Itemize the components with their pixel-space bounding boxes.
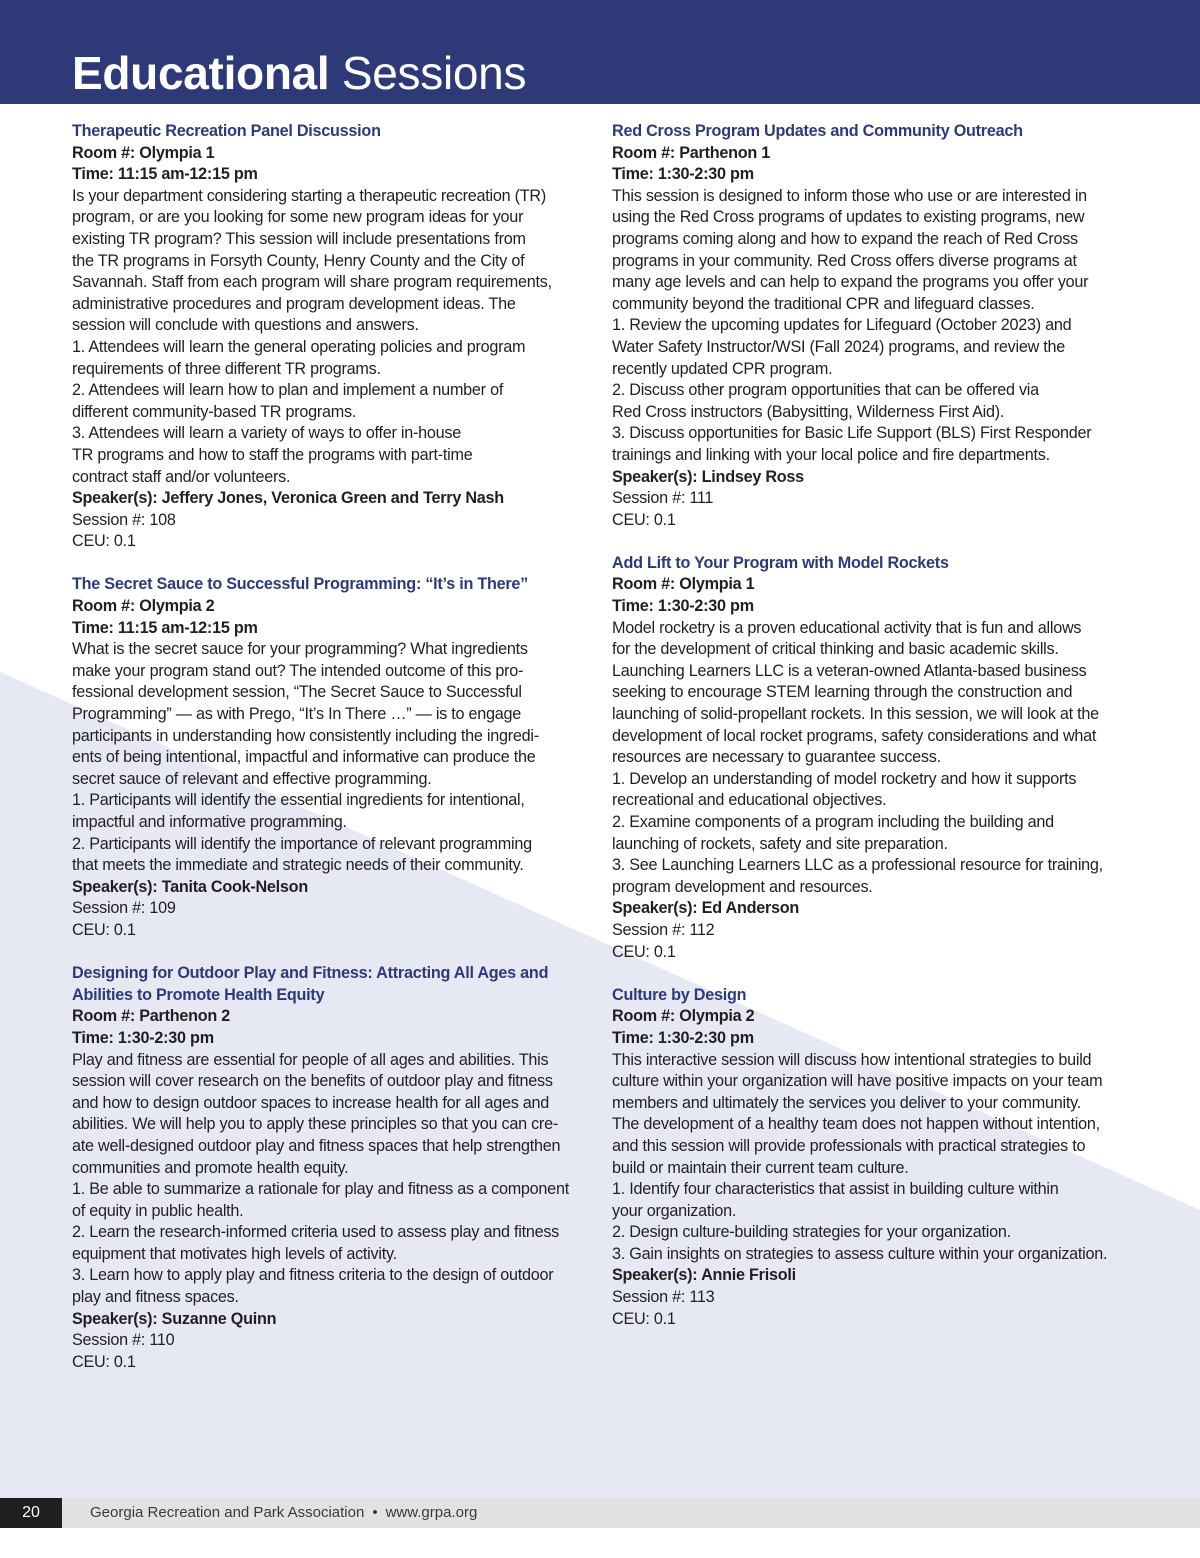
session-description-line: Savannah. Staff from each program will share program requirements,	[72, 273, 552, 292]
objective-line: that meets the immediate and strategic needs of their community.	[72, 856, 524, 875]
session-description-line: programs coming along and how to expand the reach of Red Cross	[612, 229, 1078, 248]
objective-line: TR programs and how to staff the programs with part-time	[72, 445, 473, 464]
session-description-line: many age levels and can help to expand the programs you offer your	[612, 273, 1089, 292]
objective-line: of equity in public health.	[72, 1201, 244, 1220]
session-description-line: Play and fitness are essential for people of all ages and abilities. This	[72, 1050, 549, 1069]
objective-line: 2. Discuss other program opportunities that can be offered via	[612, 381, 1039, 400]
session-block	[72, 121, 592, 553]
session-description-line: What is the secret sauce for your programming? What ingredients	[72, 640, 528, 659]
objective-item	[612, 855, 1132, 898]
session-description-line: program, or are you looking for some new program ideas for your	[72, 208, 524, 227]
page-footer	[0, 1498, 1200, 1528]
session-description-line: This interactive session will discuss how intentional strategies to build	[612, 1050, 1092, 1069]
session-number: Session #: 111	[612, 489, 714, 508]
objective-item	[72, 790, 592, 833]
page-number: 20	[0, 1498, 62, 1528]
session-block	[72, 574, 592, 941]
session-time: Time: 11:15 am-12:15 pm	[72, 618, 258, 637]
session-ceu: CEU: 0.1	[612, 510, 676, 529]
objective-line: recently updated CPR program.	[612, 359, 833, 378]
objective-line: 1. Be able to summarize a rationale for play and fitness as a component	[72, 1180, 569, 1199]
objective-item	[72, 834, 592, 877]
session-description-line: existing TR program? This session will include presentations from	[72, 229, 526, 248]
objective-line: 2. Examine components of a program including the building and	[612, 813, 1054, 831]
objective-item	[612, 769, 1132, 812]
session-description-line: using the Red Cross programs of updates to existing programs, new	[612, 208, 1085, 227]
footer-separator: •	[372, 1504, 378, 1521]
objective-line: impactful and informative programming.	[72, 813, 347, 831]
objective-line: 1. Review the upcoming updates for Lifeguard (October 2023) and	[612, 316, 1072, 335]
objective-line: trainings and linking with your local police and fire departments.	[612, 445, 1050, 464]
session-room: Room #: Parthenon 2	[72, 1007, 231, 1026]
session-speakers: Speaker(s): Ed Anderson	[612, 899, 800, 918]
session-block	[612, 985, 1132, 1331]
session-title: Designing for Outdoor Play and Fitness: Attracting All Ages and	[72, 964, 549, 983]
session-room: Room #: Olympia 1	[612, 575, 755, 594]
objective-line: 1. Attendees will learn the general operating policies and program	[72, 337, 526, 356]
objective-item	[612, 1222, 1132, 1244]
session-description-line: This session is designed to inform those who use or are interested in	[612, 186, 1087, 205]
left-column	[72, 121, 592, 1395]
objective-line: 2. Attendees will learn how to plan and implement a number of	[72, 381, 504, 400]
session-speakers: Speaker(s): Tanita Cook-Nelson	[72, 877, 308, 896]
session-ceu: CEU: 0.1	[72, 920, 136, 939]
page-header	[0, 0, 1200, 104]
session-speakers: Speaker(s): Jeffery Jones, Veronica Green and Terry Nash	[72, 489, 504, 508]
session-title: Red Cross Program Updates and Community Outreach	[612, 122, 1023, 140]
session-room: Room #: Parthenon 1	[612, 143, 771, 162]
objective-item	[72, 1265, 592, 1308]
footer-website-link[interactable]: www.grpa.org	[385, 1504, 478, 1521]
session-block	[612, 553, 1132, 963]
objective-line: equipment that motivates high levels of activity.	[72, 1244, 397, 1263]
session-description-line: Model rocketry is a proven educational activity that is fun and allows	[612, 618, 1082, 637]
objective-line: requirements of three different TR programs.	[72, 359, 381, 378]
session-description-line: ents of being intentional, impactful and informative can produce the	[72, 748, 536, 767]
objective-line: 3. Discuss opportunities for Basic Life Support (BLS) First Responder	[612, 424, 1092, 443]
session-ceu: CEU: 0.1	[72, 532, 136, 551]
session-time: Time: 11:15 am-12:15 pm	[72, 165, 258, 184]
objective-item	[72, 1179, 592, 1222]
page-title	[72, 46, 526, 100]
session-description-line: fessional development session, “The Secret Sauce to Successful	[72, 683, 522, 702]
session-number: Session #: 108	[72, 510, 176, 529]
objective-line: recreational and educational objectives.	[612, 791, 887, 810]
objective-item	[612, 315, 1132, 380]
session-block	[612, 121, 1132, 531]
objective-line: play and fitness spaces.	[72, 1288, 239, 1307]
session-description-line: The development of a healthy team does not happen without intention,	[612, 1115, 1100, 1134]
objective-line: your organization.	[612, 1201, 737, 1220]
session-description-line: build or maintain their current team culture.	[612, 1158, 909, 1177]
objective-line: 3. Learn how to apply play and fitness criteria to the design of outdoor	[72, 1266, 554, 1285]
session-description-line: Launching Learners LLC is a veteran-owned Atlanta-based business	[612, 661, 1087, 680]
session-description-line: communities and promote health equity.	[72, 1158, 349, 1177]
session-description-line: Programming” — as with Prego, “It’s In There …” — is to engage	[72, 705, 522, 724]
session-room: Room #: Olympia 2	[72, 597, 215, 616]
session-ceu: CEU: 0.1	[612, 942, 676, 961]
objective-line: 1. Develop an understanding of model rocketry and how it supports	[612, 769, 1077, 788]
objective-line: 3. Gain insights on strategies to assess culture within your organization.	[612, 1244, 1108, 1263]
objective-item	[612, 1244, 1132, 1266]
session-block	[72, 963, 592, 1373]
session-number: Session #: 109	[72, 899, 176, 918]
session-description-line: resources are necessary to guarantee success.	[612, 748, 941, 767]
session-title: Abilities to Promote Health Equity	[72, 985, 325, 1004]
session-description-line: members and ultimately the services you deliver to your community.	[612, 1093, 1082, 1112]
objective-line: 2. Participants will identify the importance of relevant programming	[72, 834, 532, 853]
session-number: Session #: 113	[612, 1288, 715, 1307]
objective-line: Red Cross instructors (Babysitting, Wilderness First Aid).	[612, 402, 1005, 421]
session-number: Session #: 112	[612, 920, 715, 939]
objective-item	[612, 812, 1132, 855]
session-description-line: programs in your community. Red Cross offers diverse programs at	[612, 251, 1077, 270]
session-time: Time: 1:30-2:30 pm	[72, 1028, 214, 1047]
objective-line: launching of rockets, safety and site preparation.	[612, 834, 948, 853]
session-description-line: participants in understanding how consistently including the ingredi-	[72, 726, 539, 745]
footer-text	[90, 1498, 477, 1528]
objective-item	[72, 337, 592, 380]
objective-line: program development and resources.	[612, 877, 873, 896]
session-description-line: and this session will provide professionals with practical strategies to	[612, 1136, 1086, 1155]
objective-item	[612, 380, 1132, 423]
session-description-line: ate well-designed outdoor play and fitness spaces that help strengthen	[72, 1136, 561, 1155]
objective-item	[612, 1179, 1132, 1222]
page-title-bold: Educational	[72, 47, 330, 99]
session-description-line: seeking to encourage STEM learning through the construction and	[612, 683, 1073, 702]
objective-line: 3. Attendees will learn a variety of ways to offer in-house	[72, 424, 461, 443]
objective-line: 2. Design culture-building strategies for your organization.	[612, 1223, 1011, 1242]
session-room: Room #: Olympia 2	[612, 1007, 755, 1026]
session-description-line: community beyond the traditional CPR and lifeguard classes.	[612, 294, 1035, 313]
session-description-line: development of local rocket programs, safety considerations and what	[612, 726, 1097, 745]
session-description-line: secret sauce of relevant and effective programming.	[72, 769, 432, 788]
objective-line: 2. Learn the research-informed criteria used to assess play and fitness	[72, 1223, 560, 1242]
session-description-line: session will cover research on the benefits of outdoor play and fitness	[72, 1072, 553, 1091]
session-title: Therapeutic Recreation Panel Discussion	[72, 122, 381, 140]
session-description-line: culture within your organization will have positive impacts on your team	[612, 1072, 1103, 1091]
objective-item	[72, 380, 592, 423]
objective-line: contract staff and/or volunteers.	[72, 467, 291, 486]
objective-line: 1. Identify four characteristics that assist in building culture within	[612, 1180, 1059, 1199]
session-ceu: CEU: 0.1	[612, 1309, 676, 1328]
objective-item	[612, 423, 1132, 466]
session-time: Time: 1:30-2:30 pm	[612, 597, 754, 616]
session-title: Add Lift to Your Program with Model Rockets	[612, 553, 949, 572]
session-description-line: the TR programs in Forsyth County, Henry County and the City of	[72, 251, 525, 270]
session-speakers: Speaker(s): Lindsey Ross	[612, 467, 804, 486]
footer-organization: Georgia Recreation and Park Association	[90, 1504, 365, 1521]
session-description-line: session will conclude with questions and answers.	[72, 316, 419, 335]
right-column	[612, 121, 1132, 1352]
session-title: The Secret Sauce to Successful Programming: “It’s in There”	[72, 575, 529, 594]
objective-line: 1. Participants will identify the essential ingredients for intentional,	[72, 791, 525, 810]
objective-item	[72, 1222, 592, 1265]
objective-item	[72, 423, 592, 488]
session-title: Culture by Design	[612, 985, 747, 1004]
objective-line: Water Safety Instructor/WSI (Fall 2024) programs, and review the	[612, 337, 1066, 356]
session-speakers: Speaker(s): Annie Frisoli	[612, 1266, 796, 1285]
session-description-line: administrative procedures and program development ideas. The	[72, 294, 516, 313]
session-description-line: Is your department considering starting a therapeutic recreation (TR)	[72, 186, 547, 205]
session-description-line: launching of solid-propellant rockets. In this session, we will look at the	[612, 705, 1099, 724]
session-room: Room #: Olympia 1	[72, 143, 215, 162]
page-title-light: Sessions	[341, 47, 527, 99]
session-description-line: make your program stand out? The intended outcome of this pro-	[72, 661, 524, 680]
objective-line: different community-based TR programs.	[72, 402, 357, 421]
session-speakers: Speaker(s): Suzanne Quinn	[72, 1309, 277, 1328]
session-number: Session #: 110	[72, 1331, 175, 1350]
session-description-line: and how to design outdoor spaces to increase health for all ages and	[72, 1093, 550, 1112]
session-description-line: abilities. We will help you to apply these principles so that you can cre-	[72, 1115, 558, 1134]
session-description-line: for the development of critical thinking and basic academic skills.	[612, 640, 1059, 659]
objective-line: 3. See Launching Learners LLC as a professional resource for training,	[612, 856, 1103, 875]
session-ceu: CEU: 0.1	[72, 1352, 136, 1371]
session-time: Time: 1:30-2:30 pm	[612, 165, 754, 184]
session-time: Time: 1:30-2:30 pm	[612, 1028, 754, 1047]
